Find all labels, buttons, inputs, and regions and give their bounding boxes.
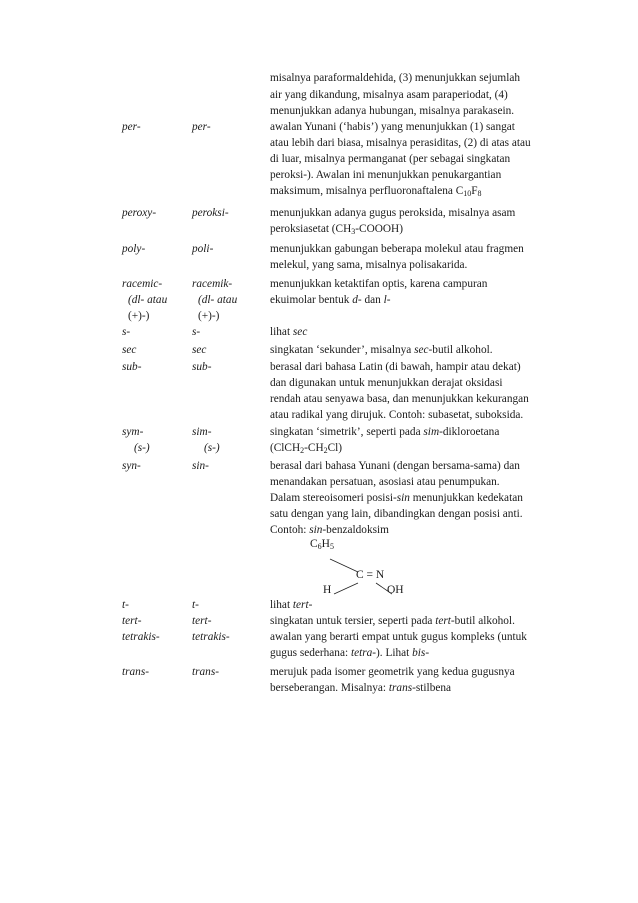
definition-line: satu dengan yang lain, dibandingkan dengan posisi anti. [270,508,523,520]
definition-line: $(ClCH_2-CH_2Cl)$ [270,442,343,455]
definition-line: berseberangan. Misalnya: trans-stilbena [270,682,452,694]
definition-line: singkatan ‘sekunder’, misalnya sec-butil alkohol. [270,344,493,356]
term-en: per- [122,121,141,133]
term-id-sub: (+)-) [198,310,220,322]
definition-line: menunjukkan gabungan beberapa molekul atau fragmen [270,243,524,255]
definition-line: Contoh: sin-benzaldoksim [270,524,389,536]
intro-line: air yang dikandung, misalnya asam paraperiodat, (4) [270,89,508,101]
definition-line: menandakan persatuan, asosiasi atau penumpukan. [270,476,500,488]
structure-label: H [323,584,332,596]
definition-line: peroksiasetat $(CH_3-COOOH)$ [270,223,403,236]
term-id: poli- [192,243,214,255]
definition-line: singkatan ‘simetrik’, seperti pada sim-dikloroetana [270,426,500,438]
definition-line: maksimum, misalnya perfluoronaftalena $C_{10}F_8$ [270,185,482,198]
term-en: tetrakis- [122,631,160,643]
term-id: sec [192,344,207,356]
definition-line: dan digunakan untuk menunjukkan derajat oksidasi [270,377,503,389]
definition-line: ekuimolar bentuk d- dan l- [270,294,391,306]
term-en: sym- [122,426,144,438]
term-en: sec [122,344,137,356]
definition-line: berasal dari bahasa Yunani (dengan bersama-sama) dan [270,460,520,472]
intro-line: menunjukkan adanya hubungan, misalnya parakasein. [270,105,515,117]
definition-line: menunjukkan ketaktifan optis, karena campuran [270,278,488,290]
term-id: tert- [192,615,212,627]
term-en: poly- [122,243,146,255]
definition-line: lihat tert- [270,599,313,611]
term-id: per- [192,121,211,133]
definition-line: awalan yang berarti empat untuk gugus kompleks (untuk [270,631,527,643]
definition-line: merujuk pada isomer geometrik yang kedua gugusnya [270,666,515,678]
syn-benzaldoxime-structure [300,537,440,597]
definition-line: berasal dari bahasa Latin (di bawah, hampir atau dekat) [270,361,521,373]
term-id-sub: (s-) [204,442,220,454]
definition-line: rendah atau senyawa basa, dan menunjukkan kekurangan [270,393,529,405]
definition-line: Dalam stereoisomeri posisi-sin menunjukkan kedekatan [270,492,523,504]
term-en-sub: (s-) [134,442,150,454]
definition-line: menunjukkan adanya gugus peroksida, misalnya asam [270,207,516,219]
definition-line: di luar, misalnya permanganat (per sebagai singkatan [270,153,511,165]
term-id: tetrakis- [192,631,230,643]
definition-line: gugus sederhana: tetra-). Lihat bis- [270,647,430,659]
definition-line: lihat sec [270,326,308,338]
structure-label: $C_6H_5$ [310,538,334,551]
term-en: s- [122,326,131,338]
term-id: t- [192,599,199,611]
term-id: sim- [192,426,212,438]
structure-label: OH [387,584,404,596]
definition-line: atau lebih dari biasa, misalnya perasiditas, (2) di atas atau [270,137,531,149]
term-en-sub: (+)-) [128,310,150,322]
term-id: s- [192,326,201,338]
term-id: racemik- [192,278,233,290]
intro-line: misalnya paraformaldehida, (3) menunjukkan sejumlah [270,72,521,84]
term-id-sub: (dl- atau [198,294,238,306]
term-en: peroxy- [122,207,157,219]
term-en: trans- [122,666,149,678]
term-en-sub: (dl- atau [128,294,168,306]
term-id: trans- [192,666,219,678]
term-en: t- [122,599,129,611]
term-id: peroksi- [192,207,229,219]
definition-line: awalan Yunani (‘habis’) yang menunjukkan (1) sangat [270,121,515,133]
definition-line: melekul, yang sama, misalnya polisakarida. [270,259,468,271]
term-id: sin- [192,460,209,472]
term-id: sub- [192,361,212,373]
term-en: syn- [122,460,141,472]
term-en: sub- [122,361,142,373]
definition-line: peroksi-). Awalan ini menunjukkan penukargantian [270,169,502,181]
definition-line: singkatan untuk tersier, seperti pada tert-butil alkohol. [270,615,515,627]
definition-line: atau radikal yang dirujuk. Contoh: subasetat, suboksida. [270,409,524,421]
term-en: tert- [122,615,142,627]
structure-label: C = N [356,569,385,581]
term-en: racemic- [122,278,163,290]
